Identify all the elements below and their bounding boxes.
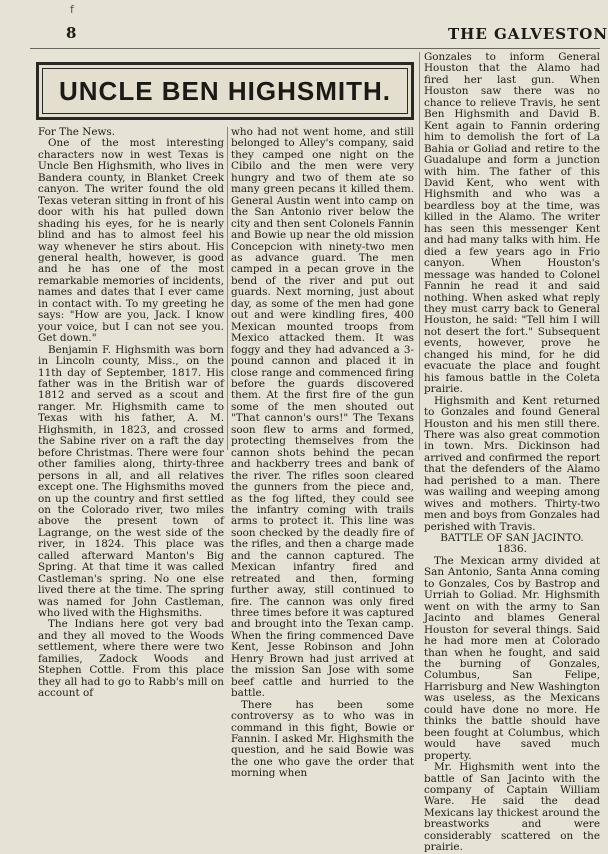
paragraph: One of the most interesting characters now in west Texas is Uncle Ben Highsmith, who lives in Bandera county, in Blanket Creek canyon. The writer found the old Texas veteran sitting in front of his door with his hat pulled down shading his eyes, for he is nearly blind and has to almost feel his way whenever he stirs about. His general health, however, is good and he has one of the most remarkable memories of incidents, names and dates that I ever came in contact with. To my greeting he says: "How are you, Jack. I know your voice, but I can not see you. Get down." xyxy=(38,137,224,345)
byline: For The News. xyxy=(38,126,116,138)
column-rule-2 xyxy=(419,52,420,450)
paragraph: Gonzales to inform General Houston that the Alamo had fired her last gun. When Houston saw there was no chance to relieve Travis, he sent Ben Highsmith and David B. Kent again to Fannin ordering him to demolish the fort of La Bahia or Goliad and retire to the Guadalupe and form a junction with him. The father of this David Kent, who went with Highsmith and who was a beardless boy at the time, was killed in the Alamo. The writer has seen this messenger Kent and had many talks with him. He died a few years ago in Frio canyon. When Houston's message was handed to Colonel Fannin he read it and said nothing. When asked what reply they must carry back to General Houston, he said: "Tell him I will not desert the fort." Subsequent events, however, prove he changed his mind, for he did evacuate the place and fought his famous battle in the Coleta prairie. xyxy=(424,51,600,396)
newspaper-masthead: THE GALVESTON xyxy=(448,25,608,43)
paragraph: The Mexican army divided at San Antonio, Santa Anna coming to Gonzales, Cos by Bastrop and Urriah to Goliad. Mr. Highsmith went on with the army to San Jacinto and blames General Houston for several things. Said he had more men at Colorado than when he fought, and said the burning of Gonzales, Columbus, San Felipe, Harrisburg and New Washington was useless, as the Mexicans could have done no more. He thinks the battle should have been fought at Columbus, which would have saved much property. xyxy=(424,554,600,762)
paragraph: There has been some controversy as to who was in command in this fight, Bowie or Fannin. I asked Mr. Highsmith the question, and he said Bowie was the one who gave the order that morning when xyxy=(231,698,414,780)
article-column-3 xyxy=(424,51,600,854)
top-rule xyxy=(30,48,600,49)
page-number: 8 xyxy=(66,24,77,42)
paragraph: Highsmith and Kent returned to Gonzales and found General Houston and his men still there. There was also great commotion in town. Mrs. Dickinson had arrived and confirmed the report that the defenders of the Alamo had perished to a man. There was wailing and weeping among wives and mothers. Thirty-two men and boys from Gonzales had perished with Travis. xyxy=(424,394,600,533)
paragraph: The Indians here got very bad and they all moved to the Woods settlement, where there were two families, Zadock Woods and Stephen Cottle. From this place they all had to go to Rabb's mill on account of xyxy=(38,618,224,700)
paragraph: Mr. Highsmith went into the battle of San Jacinto with the company of Captain William Ware. He said the dead Mexicans lay thickest around the breastworks and were considerably scattered on the prairie. xyxy=(424,761,600,854)
margin-mark: f xyxy=(70,3,74,16)
paragraph: Benjamin F. Highsmith was born in Lincoln county, Miss., on the 11th day of September, 1817. His father was in the British war of 1812 and served as a scout and ranger. Mr. Highsmith came to Texas with his father, A. M. Highsmith, in 1823, and crossed the Sabine river on a raft the day before Christmas. There were four other families along, thirty-three persons in all, and all relatives except one. The Highsmiths moved on up the country and first settled on the Colorado river, two miles above the present town of Lagrange, on the west side of the river, in 1824. This place was called afterward Manton's Big Spring. At that time it was called Castleman's spring. No one else lived there at the time. The spring was named for John Castleman, who lived with the Highsmiths. xyxy=(38,343,224,620)
article-title: UNCLE BEN HIGHSMITH. xyxy=(59,76,391,106)
section-heading: BATTLE OF SAN JACINTO. xyxy=(440,532,584,545)
paragraph: who had not went home, and still belonged to Alley's company, said they camped one night on the Cibilo and the men were very hungry and two of them ate so many green pecans it killed them. General Austin went into camp on the San Antonio river below the city and then sent Colonels Fannin and Bowie up near the old mission Concepcion with ninety-two men as advance guard. The men camped in a pecan grove in the bend of the river and put out guards. Next morning, just about day, as some of the men had gone out and were kindling fires, 400 Mexican mounted troops from Mexico attacked them. It was foggy and they had advanced a 3-pound cannon and placed it in close range and commenced firing before the guards discovered them. At the first fire of the gun some of the men shouted out "That cannon's ours!" The Texans soon flew to arms and formed, protecting themselves from the cannon shots behind the pecan and hackberry trees and bank of the river. The rifles soon cleared the gunners from the piece and, as the fog lifted, they could see the infantry coming with trails arms to protect it. This line was soon checked by the deadly fire of the rifles, and then a charge made and the cannon captured. The Mexican infantry fired and retreated and then, forming further away, still continued to fire. The cannon was only fired three times before it was captured and brought into the Texan camp. When the firing commenced Dave Kent, Jesse Robinson and John Henry Brown had just arrived at the mission San Jose with some beef cattle and hurried to the battle. xyxy=(231,126,414,700)
column-rule-1 xyxy=(227,127,228,450)
article-column-1 xyxy=(38,126,224,700)
article-title-frame xyxy=(36,62,414,120)
section-year: 1836. xyxy=(497,543,527,556)
article-column-2 xyxy=(231,126,414,780)
